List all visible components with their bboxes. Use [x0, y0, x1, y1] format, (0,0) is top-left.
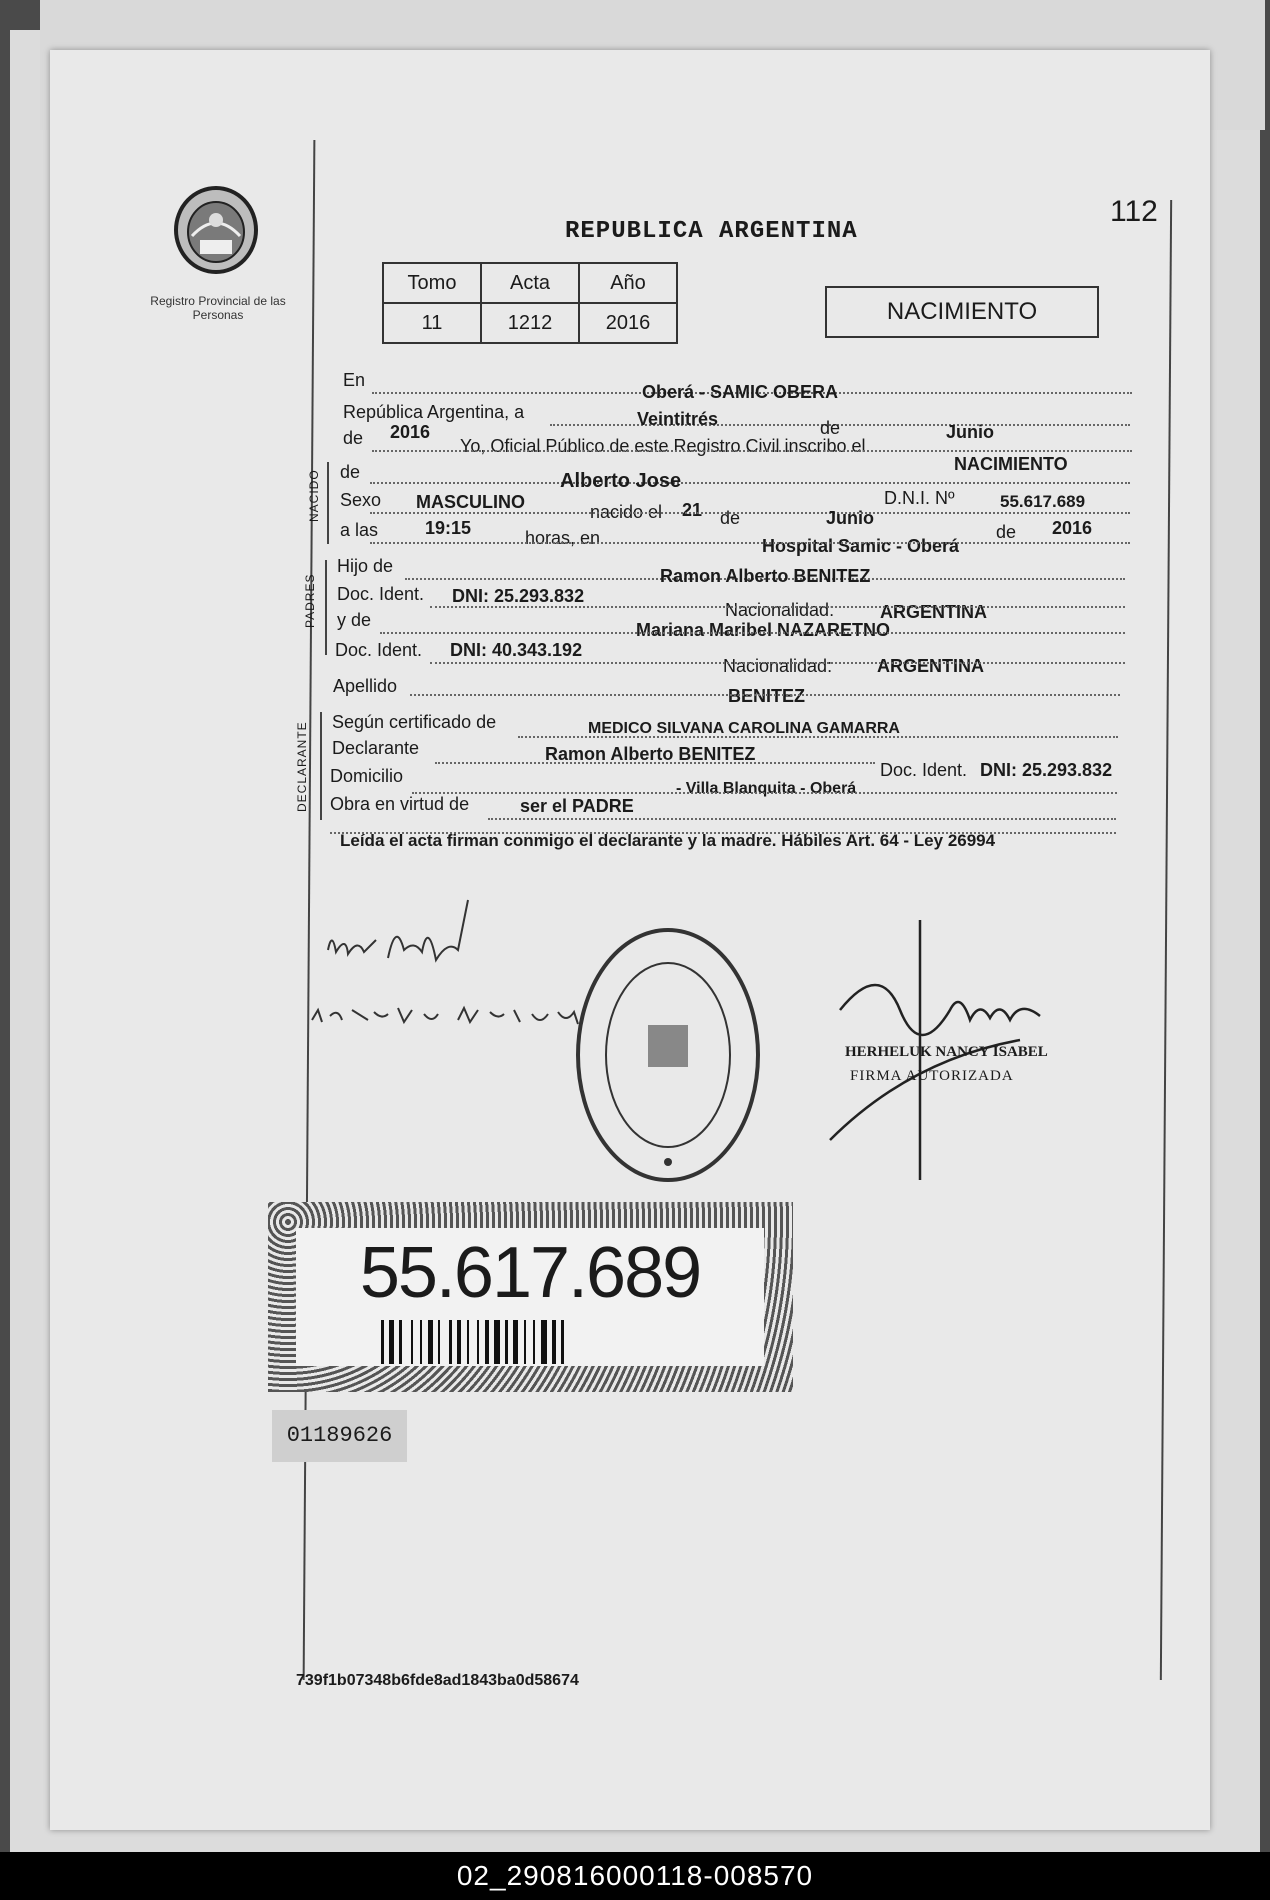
dotline	[518, 736, 1118, 738]
page-number: 112	[1110, 195, 1158, 228]
dotline	[430, 606, 1125, 608]
side-label-declarante: DECLARANTE	[295, 721, 309, 812]
barcode-bars	[381, 1320, 691, 1364]
label-doc-ident-mother: Doc. Ident.	[335, 640, 423, 660]
dotline	[412, 792, 1117, 794]
barcode-label	[296, 1228, 764, 1366]
act-type-box: NACIMIENTO	[825, 286, 1099, 338]
label-de-birth-month: de	[720, 508, 741, 528]
value-father: Ramon Alberto BENITEZ	[660, 566, 871, 586]
value-mother: Mariana Maribel NAZARETNO	[636, 620, 891, 640]
value-father-doc: DNI: 25.293.832	[452, 586, 585, 606]
registry-round-stamp	[568, 920, 768, 1190]
value-year: 2016	[390, 422, 431, 442]
signer-name: HERHELUK NANCY ISABEL	[845, 1044, 1048, 1060]
dotline	[430, 662, 1125, 664]
scan-footer-id: 02_290816000118-008570	[0, 1852, 1270, 1900]
value-time: 19:15	[425, 518, 472, 538]
value-dni: 55.617.689	[1000, 492, 1086, 511]
label-horas-en: horas, en	[525, 528, 601, 548]
control-number: 01189626	[272, 1410, 407, 1462]
value-day-words: Veintitrés	[637, 409, 719, 429]
value-declarant-doc: DNI: 25.293.832	[980, 760, 1113, 780]
label-segun: Según certificado de	[332, 712, 497, 732]
value-surname: BENITEZ	[728, 686, 806, 706]
value-place: Oberá - SAMIC OBERA	[642, 382, 839, 402]
document-hash: 739f1b07348b6fde8ad1843ba0d58674	[296, 1672, 579, 1689]
label-nacido-el: nacido el	[590, 502, 663, 522]
value-act: NACIMIENTO	[954, 454, 1068, 474]
logo-caption: Registro Provincial de las Personas	[150, 294, 286, 322]
tomo-header: Tomo	[383, 263, 481, 303]
label-doc-ident-declarant: Doc. Ident.	[880, 760, 968, 780]
value-birth-month: Junio	[826, 508, 874, 528]
label-domicilio: Domicilio	[330, 766, 404, 786]
side-label-padres: PADRES	[303, 573, 317, 628]
side-label-nacido: NACIDO	[307, 469, 321, 522]
label-a-las: a las	[340, 520, 379, 540]
label-de-month: de	[820, 418, 841, 438]
label-doc-ident-father: Doc. Ident.	[337, 584, 425, 604]
label-dni: D.N.I. Nº	[884, 488, 955, 508]
dotline	[370, 542, 1130, 544]
label-apellido: Apellido	[333, 676, 398, 696]
section-line-nacido	[327, 462, 329, 544]
value-father-nat: ARGENTINA	[880, 602, 987, 622]
record-table	[382, 262, 678, 344]
value-declarant: Ramon Alberto BENITEZ	[545, 744, 756, 764]
label-obra: Obra en virtud de	[330, 794, 470, 814]
value-by-virtue: ser el PADRE	[520, 796, 634, 816]
value-mother-doc: DNI: 40.343.192	[450, 640, 583, 660]
value-hospital: Hospital Samic - Oberá	[762, 536, 960, 556]
dotline	[372, 450, 1132, 452]
document-title: REPUBLICA ARGENTINA	[565, 218, 858, 245]
dotline	[370, 482, 1130, 484]
label-sexo: Sexo	[340, 490, 382, 510]
acta-header: Acta	[481, 263, 579, 303]
handwritten-signature-declarant	[318, 880, 518, 1000]
label-oficial: Yo, Oficial Público de este Registro Civil inscribo el	[460, 436, 866, 456]
value-certificate: MEDICO SILVANA CAROLINA GAMARRA	[588, 720, 900, 737]
section-line-declarante	[320, 712, 322, 820]
tomo-value: 11	[383, 303, 481, 343]
value-month: Junio	[946, 422, 994, 442]
dotline	[410, 694, 1120, 696]
anio-value: 2016	[579, 303, 677, 343]
label-de-name: de	[340, 462, 361, 482]
dotline	[370, 512, 1130, 514]
label-nacionalidad-mother: Nacionalidad:	[723, 656, 833, 676]
value-birth-day: 21	[682, 500, 703, 520]
acta-value: 1212	[481, 303, 579, 343]
label-nacionalidad-father: Nacionalidad:	[725, 600, 835, 620]
label-en: En	[343, 370, 366, 390]
label-de-year: de	[343, 428, 364, 448]
label-hijo-de: Hijo de	[337, 556, 394, 576]
value-sex: MASCULINO	[416, 492, 525, 512]
dotline	[435, 762, 875, 764]
dotline	[488, 818, 1116, 820]
dotline	[380, 632, 1125, 634]
barcode-number: 55.617.689	[359, 1233, 701, 1313]
signer-role: FIRMA AUTORIZADA	[850, 1068, 1014, 1084]
barcode-sticker	[268, 1202, 793, 1392]
label-republica: República Argentina, a	[343, 402, 525, 422]
province-crest-logo	[170, 180, 262, 276]
label-declarante: Declarante	[332, 738, 420, 758]
label-y-de: y de	[337, 610, 372, 630]
value-name: Alberto Jose	[560, 470, 682, 492]
value-birth-year: 2016	[1052, 518, 1093, 538]
value-mother-nat: ARGENTINA	[877, 656, 984, 676]
value-address: - Villa Blanquita - Oberá	[676, 780, 857, 797]
section-line-padres	[325, 560, 327, 655]
anio-header: Año	[579, 263, 677, 303]
label-de-birth-year: de	[996, 522, 1017, 542]
closing-note: Leída el acta firman conmigo el declarante y la madre. Hábiles Art. 64 - Ley 26994	[340, 831, 996, 850]
